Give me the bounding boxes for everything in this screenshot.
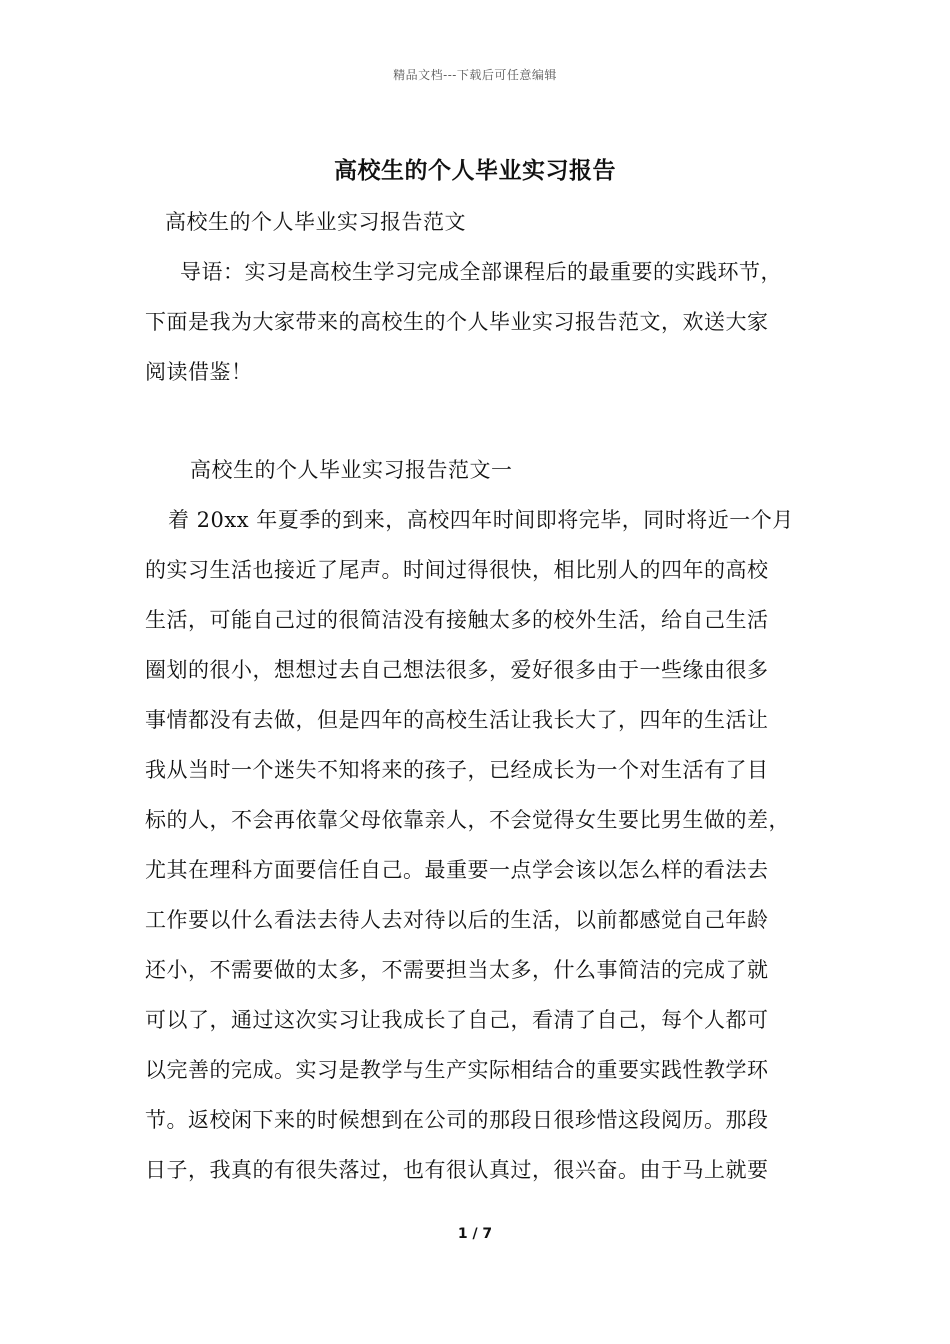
intro-line: 导语：实习是高校生学习完成全部课程后的最重要的实践环节， bbox=[180, 260, 782, 284]
section-heading: 高校生的个人毕业实习报告范文一 bbox=[190, 458, 513, 482]
body-line: 生活，可能自己过的很简洁没有接触太多的校外生活，给自己生活 bbox=[145, 608, 769, 632]
body-line: 日子，我真的有很失落过，也有很认真过，很兴奋。由于马上就要 bbox=[145, 1158, 769, 1182]
document-subtitle: 高校生的个人毕业实习报告范文 bbox=[165, 210, 466, 234]
body-line: 事情都没有去做，但是四年的高校生活让我长大了，四年的生活让 bbox=[145, 708, 769, 732]
intro-line: 下面是我为大家带来的高校生的个人毕业实习报告范文，欢送大家 bbox=[145, 310, 769, 334]
page-number: 1 / 7 bbox=[457, 1226, 493, 1242]
body-line: 标的人，不会再依靠父母依靠亲人，不会觉得女生要比男生做的差， bbox=[145, 808, 790, 832]
body-line: 的实习生活也接近了尾声。时间过得很快，相比别人的四年的高校 bbox=[145, 558, 769, 582]
page-header: 精品文档---下载后可任意编辑 bbox=[393, 68, 557, 82]
body-line: 着 20xx 年夏季的到来，高校四年时间即将完毕，同时将近一个月 bbox=[168, 508, 794, 532]
body-line: 圈划的很小，想想过去自己想法很多，爱好很多由于一些缘由很多 bbox=[145, 658, 769, 682]
body-line: 以完善的完成。实习是教学与生产实际相结合的重要实践性教学环 bbox=[145, 1058, 769, 1082]
body-line: 尤其在理科方面要信任自己。最重要一点学会该以怎么样的看法去 bbox=[145, 858, 769, 882]
body-line: 我从当时一个迷失不知将来的孩子，已经成长为一个对生活有了目 bbox=[145, 758, 769, 782]
document-title: 高校生的个人毕业实习报告 bbox=[334, 157, 616, 184]
body-line: 节。返校闲下来的时候想到在公司的那段日很珍惜这段阅历。那段 bbox=[145, 1108, 769, 1132]
intro-line: 阅读借鉴！ bbox=[145, 360, 253, 384]
body-line: 可以了，通过这次实习让我成长了自己，看清了自己，每个人都可 bbox=[145, 1008, 769, 1032]
body-line: 还小，不需要做的太多，不需要担当太多，什么事简洁的完成了就 bbox=[145, 958, 769, 982]
body-line: 工作要以什么看法去待人去对待以后的生活，以前都感觉自己年龄 bbox=[145, 908, 769, 932]
